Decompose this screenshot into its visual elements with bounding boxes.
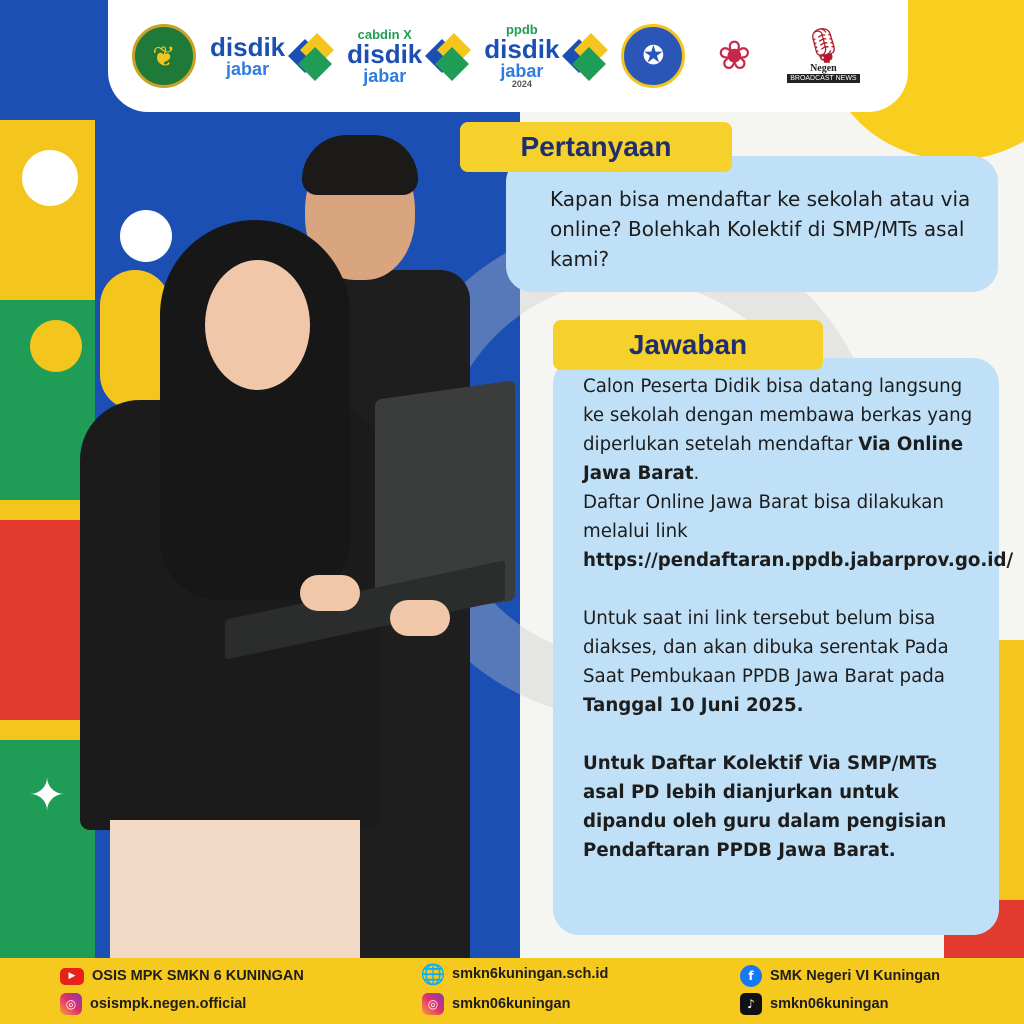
organization-crest-logo: ❀	[717, 33, 752, 79]
broadcast-news-logo	[783, 21, 863, 91]
logo-year-text: 2024	[511, 79, 532, 89]
logo-small-text: ppdb	[505, 22, 538, 37]
answer-box	[553, 358, 1014, 935]
laptop	[225, 390, 525, 640]
facebook-link[interactable]	[740, 964, 940, 988]
hand	[390, 600, 450, 636]
youtube-label: OSIS MPK SMKN 6 KUNINGAN	[92, 968, 304, 984]
answer-date: Tanggal 10 Juni 2025.	[583, 695, 804, 716]
answer-text: Calon Peserta Didik bisa datang langsung ke sekolah dengan membawa berkas yang diperlukan setelah mendaftar	[583, 376, 973, 455]
instagram-icon: ◎	[422, 993, 444, 1015]
question-title: Pertanyaan	[520, 131, 672, 162]
cube-logo-icon	[426, 34, 470, 78]
answer-text: Untuk saat ini link tersebut belum bisa diakses, dan akan dibuka serentak Pada Saat Pembukaan PPDB Jawa Barat pada	[583, 608, 949, 687]
instagram-link[interactable]	[422, 992, 570, 1016]
logo-label: Negen	[810, 63, 837, 74]
youtube-icon: ▶	[60, 968, 84, 985]
answer-highlight: Via Online Jawa Barat	[583, 434, 964, 484]
instagram-link[interactable]	[60, 992, 246, 1016]
question-title-badge	[460, 122, 732, 172]
logo-sub-text: jabar	[500, 61, 544, 81]
tiktok-label: smkn06kuningan	[770, 996, 889, 1012]
social-footer	[0, 958, 1024, 1024]
west-java-seal-logo: ❦	[132, 24, 196, 88]
registration-link[interactable]: https://pendaftaran.ppdb.jabarprov.go.id/	[583, 550, 1014, 571]
youtube-link[interactable]	[60, 964, 304, 988]
instagram-icon: ◎	[60, 993, 82, 1015]
answer-collective-note: Untuk Daftar Kolektif Via SMP/MTs asal PD lebih dianjurkan untuk dipandu oleh guru dalam pengisian Pendaftaran PPDB Jawa Barat.	[583, 753, 947, 861]
logo-sub-text: jabar	[226, 59, 270, 79]
logo-main-text: disdik	[484, 34, 560, 64]
logo-strip-text: BROADCAST NEWS	[787, 74, 859, 83]
answer-title-badge	[553, 320, 823, 370]
answer-title: Jawaban	[628, 329, 748, 360]
cube-logo-icon	[563, 34, 607, 78]
sparkle-icon: ✦	[2, 750, 92, 840]
answer-paragraph-4	[583, 749, 981, 865]
hand	[300, 575, 360, 611]
question-text: Kapan bisa mendaftar ke sekolah atau via online? Bolehkah Kolektif di SMP/MTs asal kami?	[550, 187, 971, 271]
logo-main-text: disdik	[347, 38, 423, 69]
ppdb-disdik-logo	[484, 23, 607, 89]
instagram-label: smkn06kuningan	[452, 996, 571, 1012]
cabdin-disdik-logo	[347, 28, 470, 85]
tiktok-link[interactable]	[740, 992, 888, 1016]
answer-text: Daftar Online Jawa Barat bisa dilakukan melalui link	[583, 492, 944, 542]
website-link[interactable]	[422, 962, 608, 986]
logo-small-text: cabdin X	[357, 26, 412, 42]
logo-sub-text: jabar	[363, 65, 407, 86]
answer-paragraph-2	[583, 488, 1014, 575]
disdik-jabar-logo	[210, 34, 333, 78]
cube-logo-icon	[289, 34, 333, 78]
microphone-icon: 🎙	[801, 26, 845, 66]
students-photo	[60, 130, 530, 960]
globe-icon: 🌐	[420, 962, 446, 986]
facebook-label: SMK Negeri VI Kuningan	[770, 968, 940, 984]
girl-face	[205, 260, 310, 390]
school-crest-logo: ✪	[621, 24, 685, 88]
question-box	[506, 156, 998, 292]
logo-main-text: disdik	[210, 32, 286, 62]
tiktok-icon: ♪	[740, 993, 762, 1015]
instagram-label: osismpk.negen.official	[90, 996, 247, 1012]
facebook-icon: f	[740, 965, 762, 987]
answer-paragraph-1	[583, 372, 981, 488]
boy-hair	[302, 135, 418, 195]
girl-pants	[110, 820, 360, 960]
website-label: smkn6kuningan.sch.id	[452, 966, 609, 982]
answer-text: .	[693, 463, 700, 484]
answer-paragraph-3	[583, 604, 981, 720]
logo-header	[108, 0, 908, 112]
